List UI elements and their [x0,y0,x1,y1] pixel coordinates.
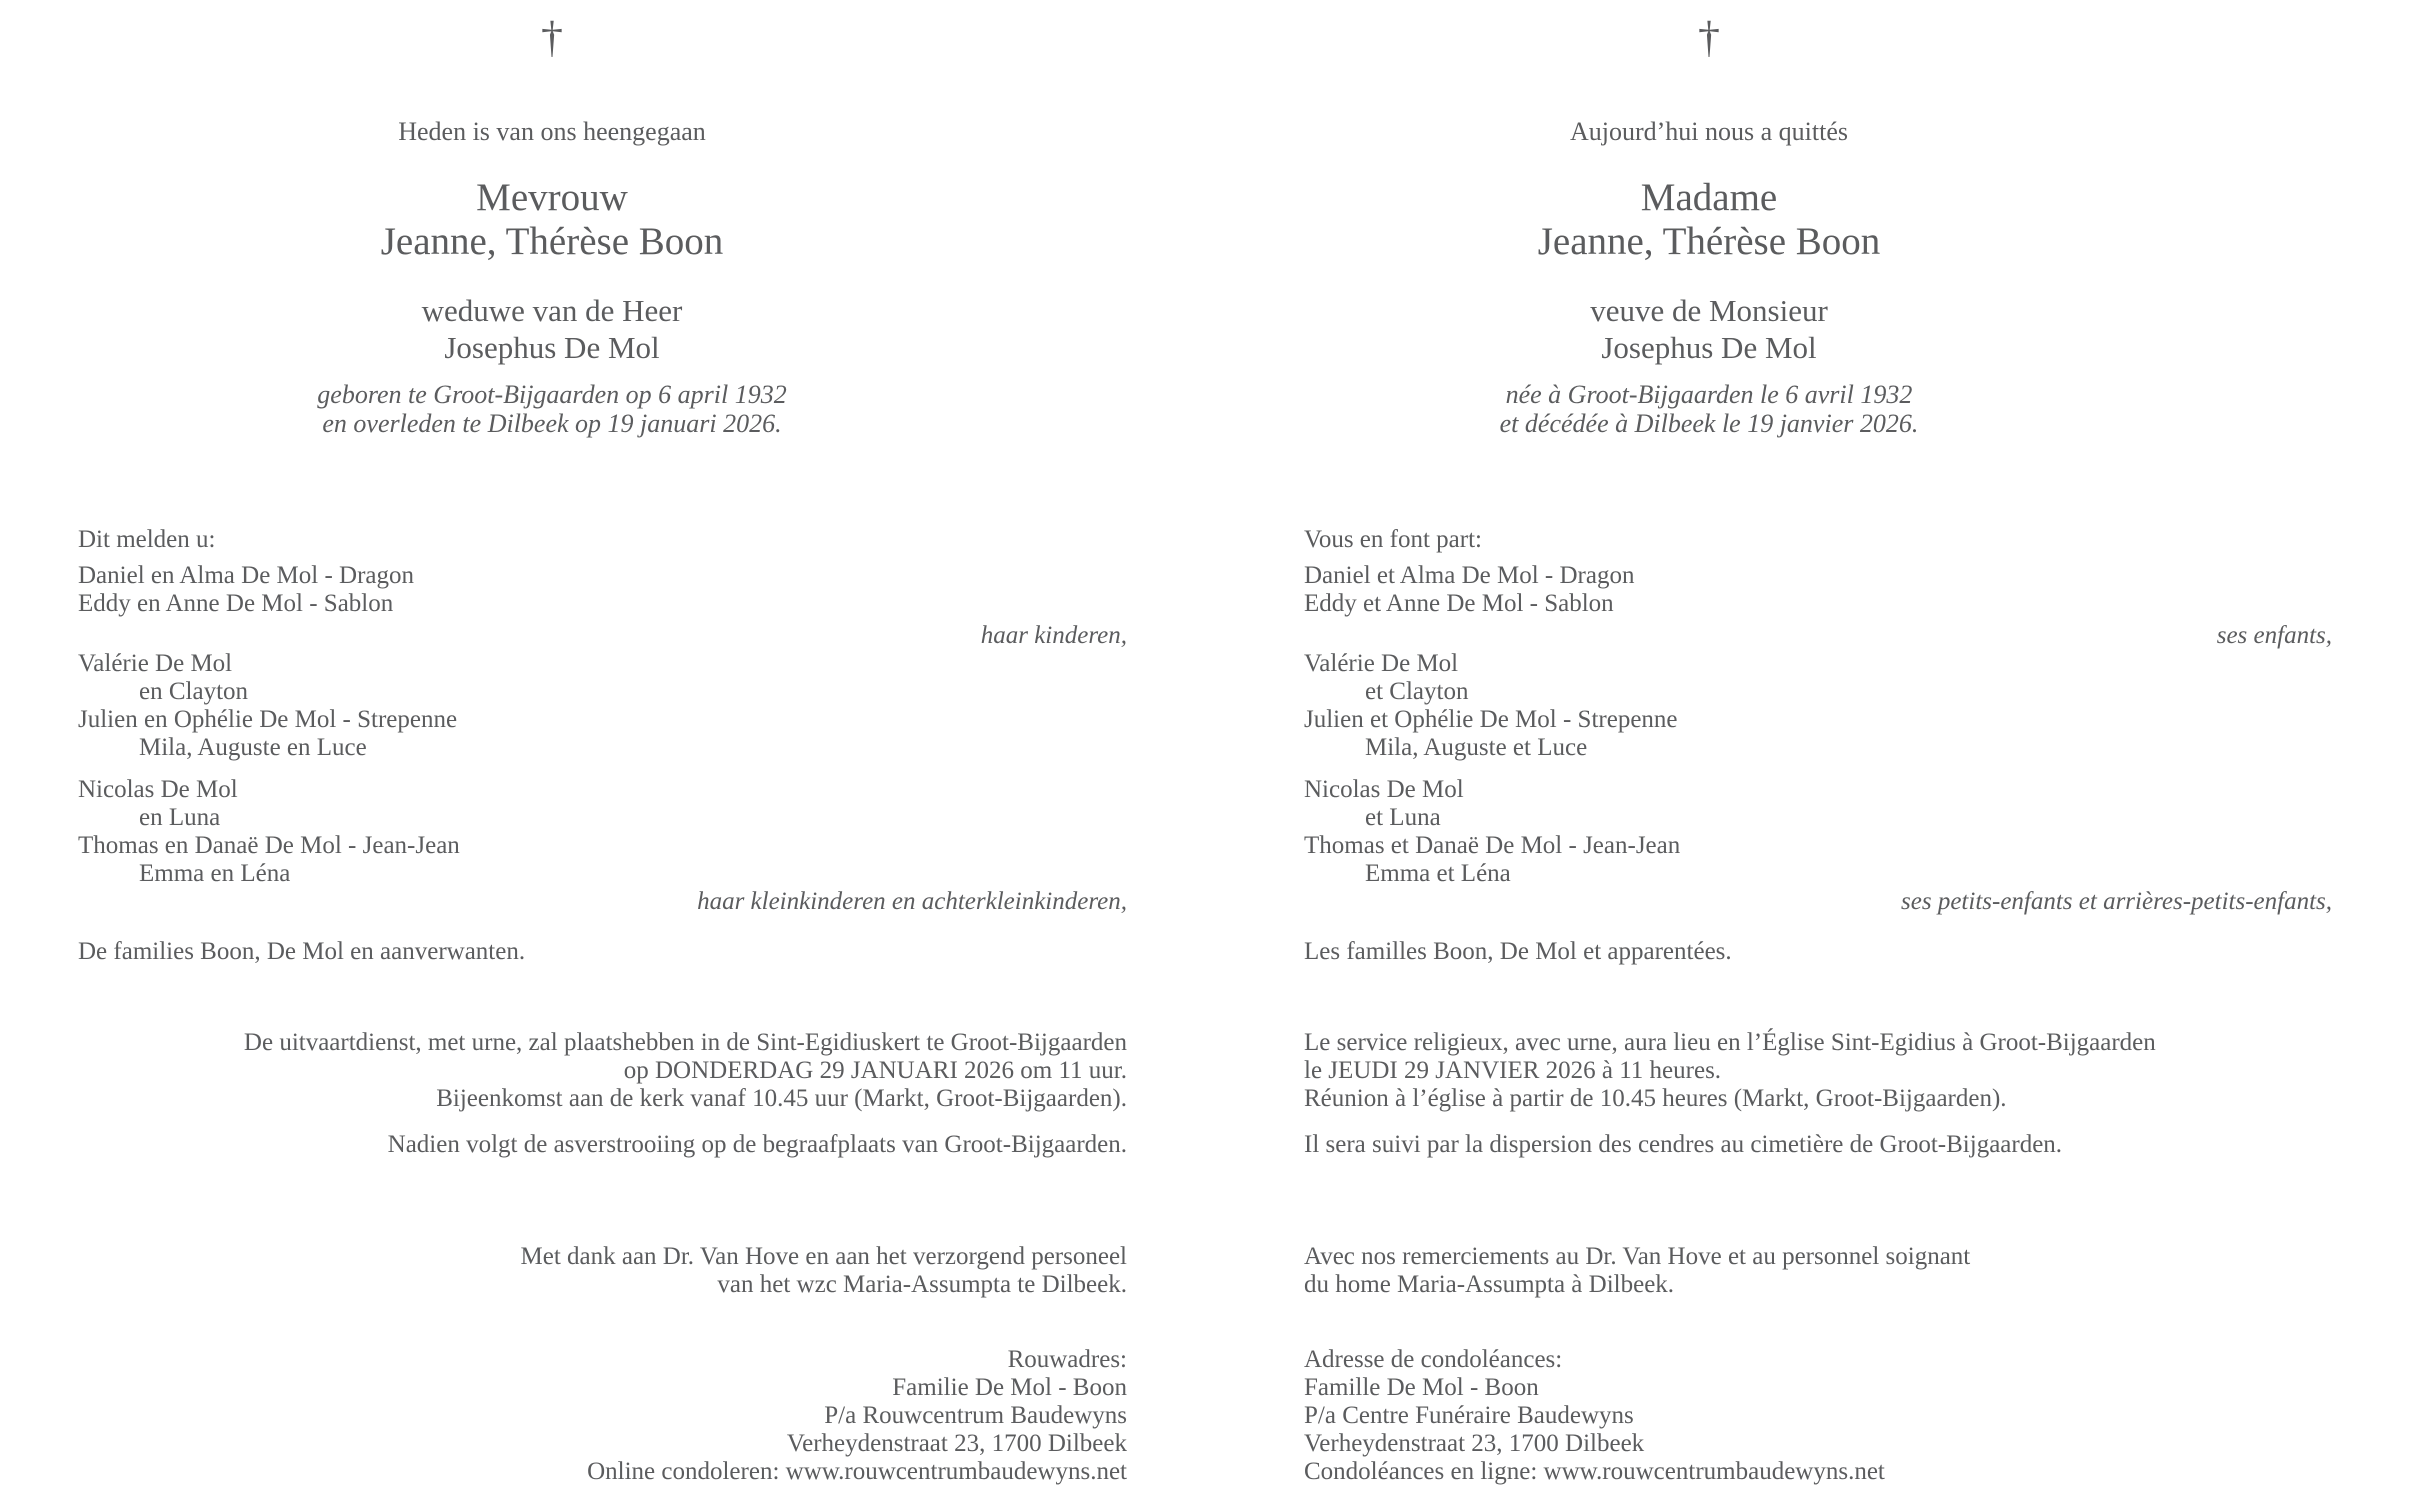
address-block-fr [1304,1346,2426,1486]
family-member: Thomas et Danaë De Mol - Jean-Jean [1304,832,1681,859]
address-line: P/a Rouwcentrum Baudewyns [824,1402,1127,1429]
deceased-name-fr: Jeanne, Thérèse Boon [1537,220,1881,263]
dates-block-fr [1213,380,2205,438]
announcement-intro-fr: Vous en font part: [1304,526,1482,553]
grandchildren-group1-nl [78,650,1213,762]
service-details-fr [1304,1029,2426,1113]
family-member: Daniel en Alma De Mol - Dragon [78,562,415,589]
cross-icon: † [541,13,563,62]
children-label-nl: haar kinderen, [980,622,1127,649]
thanks-line: Avec nos remerciements au Dr. Van Hove et au personnel soignant [1304,1243,1971,1270]
family-member: Thomas en Danaë De Mol - Jean-Jean [78,832,460,859]
thanks-block-fr [1304,1243,2426,1299]
address-label: Rouwadres: [1007,1346,1127,1373]
grandchildren-label-nl: haar kleinkinderen en achterkleinkinderen, [697,888,1127,915]
honorific-fr: Madame [1640,176,1778,219]
family-member: Julien en Ophélie De Mol - Strepenne [78,706,458,733]
service-line: Le service religieux, avec urne, aura lieu en l’Église Sint-Egidius à Groot-Bijgaarden [1304,1029,2156,1056]
column-french [1213,0,2426,1509]
body-french [1213,526,2426,1486]
families-line-nl: De families Boon, De Mol en aanverwanten. [78,938,526,965]
service-line: op DONDERDAG 29 JANUARI 2026 om 11 uur. [623,1057,1127,1084]
family-member: Valérie De Mol [78,650,233,677]
deceased-title-fr [1213,176,2205,264]
children-list-fr [1304,562,2426,618]
service-details-nl [0,1029,1127,1113]
family-member: Julien et Ophélie De Mol - Strepenne [1304,706,1678,733]
deceased-title-nl [0,176,1104,264]
address-line: Familie De Mol - Boon [892,1374,1127,1401]
body-dutch [0,526,1213,1486]
family-member: et Clayton [1365,678,1469,705]
family-member: Valérie De Mol [1304,650,1459,677]
birth-line-nl: geboren te Groot-Bijgaarden op 6 april 1932 [317,380,787,409]
thanks-line: Met dank aan Dr. Van Hove en aan het verzorgend personeel [520,1243,1127,1270]
spouse-name-fr: Josephus De Mol [1601,330,1817,365]
spouse-name-nl: Josephus De Mol [444,330,660,365]
grandchildren-group2-nl [78,776,1213,888]
header-dutch [0,14,1104,438]
birth-line-fr: née à Groot-Bijgaarden le 6 avril 1932 [1505,380,1913,409]
death-line-fr: et décédée à Dilbeek le 19 janvier 2026. [1499,409,1919,438]
grandchildren-label-fr: ses petits-enfants et arrières-petits-enfants, [1901,888,2332,915]
announcement-intro-nl: Dit melden u: [78,526,216,553]
children-list-nl [78,562,1213,618]
family-member: Emma et Léna [1365,860,1511,887]
thanks-line: van het wzc Maria-Assumpta te Dilbeek. [717,1271,1127,1298]
family-member: Emma en Léna [139,860,291,887]
service-line: De uitvaartdienst, met urne, zal plaatshebben in de Sint-Egidiuskert te Groot-Bijgaarden [243,1029,1127,1056]
family-member: Mila, Auguste en Luce [139,734,367,761]
family-member: et Luna [1365,804,1441,831]
address-line: Verheydenstraat 23, 1700 Dilbeek [786,1430,1127,1457]
thanks-block-nl [0,1243,1127,1299]
dispersion-line-fr: Il sera suivi par la dispersion des cendres au cimetière de Groot-Bijgaarden. [1304,1131,2063,1158]
honorific-nl: Mevrouw [476,176,628,219]
grandchildren-group2-fr [1304,776,2426,888]
condolence-url: Online condoleren: www.rouwcentrumbaudewyns.net [587,1458,1127,1485]
relation-line-fr: veuve de Monsieur [1590,293,1828,328]
families-line-fr: Les familles Boon, De Mol et apparentées. [1304,938,1732,965]
cross-icon: † [1698,13,1720,62]
service-line: le JEUDI 29 JANVIER 2026 à 11 heures. [1304,1057,1722,1084]
intro-line-fr: Aujourd’hui nous a quittés [1569,117,1849,146]
family-member: Daniel et Alma De Mol - Dragon [1304,562,1635,589]
service-line: Réunion à l’église à partir de 10.45 heures (Markt, Groot-Bijgaarden). [1304,1085,2007,1112]
address-line: Verheydenstraat 23, 1700 Dilbeek [1304,1430,1645,1457]
family-member: Nicolas De Mol [78,776,238,803]
condolence-url: Condoléances en ligne: www.rouwcentrumbaudewyns.net [1304,1458,1885,1485]
dispersion-line-nl: Nadien volgt de asverstrooiing op de begraafplaats van Groot-Bijgaarden. [387,1131,1127,1158]
family-member: en Clayton [139,678,249,705]
address-block-nl [0,1346,1127,1486]
family-member: Nicolas De Mol [1304,776,1464,803]
family-member: Eddy en Anne De Mol - Sablon [78,590,394,617]
column-dutch [0,0,1213,1509]
relation-block-nl [0,292,1104,366]
relation-block-fr [1213,292,2205,366]
death-line-nl: en overleden te Dilbeek op 19 januari 2026. [322,409,782,438]
header-french [1213,14,2205,438]
grandchildren-group1-fr [1304,650,2426,762]
relation-line-nl: weduwe van de Heer [421,293,683,328]
family-member: en Luna [139,804,221,831]
service-line: Bijeenkomst aan de kerk vanaf 10.45 uur (Markt, Groot-Bijgaarden). [436,1085,1127,1112]
deceased-name-nl: Jeanne, Thérèse Boon [380,220,724,263]
intro-line-nl: Heden is van ons heengegaan [398,117,706,146]
dates-block-nl [0,380,1104,438]
family-member: Mila, Auguste et Luce [1365,734,1588,761]
address-line: P/a Centre Funéraire Baudewyns [1304,1402,1634,1429]
children-label-fr: ses enfants, [2216,622,2332,649]
address-line: Famille De Mol - Boon [1304,1374,1539,1401]
family-member: Eddy et Anne De Mol - Sablon [1304,590,1614,617]
thanks-line: du home Maria-Assumpta à Dilbeek. [1304,1271,1675,1298]
address-label: Adresse de condoléances: [1304,1346,1563,1373]
